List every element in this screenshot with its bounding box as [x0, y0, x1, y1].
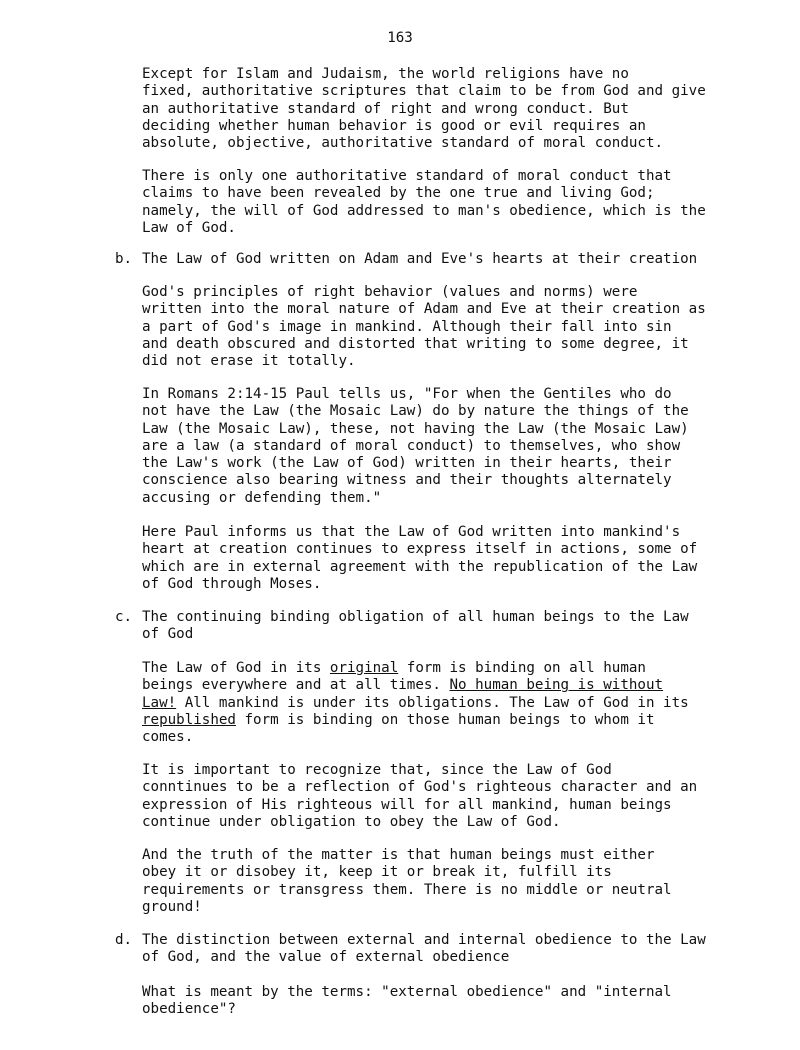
paragraph-binding-law [142, 660, 742, 746]
section-title-d: The distinction between external and internal obedience to the Law of God, and the value of external obedience [142, 932, 706, 966]
paragraph-reflection-of-god: It is important to recognize that, since the Law of God conntinues to be a reflection of God's righteous character and an expression of His righteous will for all mankind, human beings continue under obligation to obey the Law of God. [142, 762, 698, 830]
section-marker-d: d. [115, 932, 133, 948]
section-heading-d [115, 932, 755, 967]
section-marker-b: b. [115, 251, 133, 267]
underlined-no-human-being: No human being is without Law! [142, 677, 664, 711]
paragraph-authoritative-standard: There is only one authoritative standard of moral conduct that claims to have been revealed by the one true and living God; namely, the will of God addressed to man's obedience, which is the Law of God. [142, 168, 706, 236]
paragraph-meaning-of-terms: What is meant by the terms: "external obedience" and "internal obedience"? [142, 984, 672, 1018]
text-run: The Law of God in its [142, 660, 330, 676]
page-number: 163 [387, 30, 413, 46]
section-heading-c [115, 609, 755, 644]
section-heading-b [115, 251, 755, 268]
underlined-original: original [329, 660, 399, 676]
underlined-republished: republished [142, 711, 236, 728]
paragraph-truth-of-matter: And the truth of the matter is that human beings must either obey it or disobey it, keep it or break it, fulfill its requirements or transgress them. There is no middle or neutral ground! [142, 847, 672, 915]
paragraph-principles-written: God's principles of right behavior (values and norms) were written into the moral nature of Adam and Eve at their creation as a part of God's image in mankind. Although their fall into sin and death obscured and distorted that writing to some degree, it did not erase it totally. [142, 284, 706, 370]
paragraph-paul-informs: Here Paul informs us that the Law of God written into mankind's heart at creation continues to express itself in actions, some of which are in external agreement with the republication of the Law of God through Moses. [142, 524, 698, 592]
text-run: All mankind is under its obligations. The Law of God in its [184, 694, 689, 711]
section-title-b: The Law of God written on Adam and Eve's hearts at their creation [142, 251, 698, 267]
paragraph-world-religions: Except for Islam and Judaism, the world religions have no fixed, authoritative scriptures that claim to be from God and give an authoritative standard of right and wrong conduct. But deciding whether human behavior is good or evil requires an absolute, objective, authoritative standard of moral conduct. [142, 66, 706, 152]
paragraph-romans-quote: In Romans 2:14-15 Paul tells us, "For when the Gentiles who do not have the Law (the Mosaic Law) do by nature the things of the Law (the Mosaic Law), these, not having the Law (the Mosaic Law) are a law (a standard of moral conduct) to themselves, who show the Law's work (the Law of God) written in their hearts, their conscience also bearing witness and their thoughts alternately accusing or defending them." [142, 386, 689, 506]
section-title-c: The continuing binding obligation of all human beings to the Law of God [142, 609, 689, 643]
text-run: form is binding on those human beings to whom it comes. [142, 711, 655, 746]
text-run: form is binding on all human beings everywhere and at all times. [142, 660, 646, 694]
section-marker-c: c. [115, 609, 133, 625]
